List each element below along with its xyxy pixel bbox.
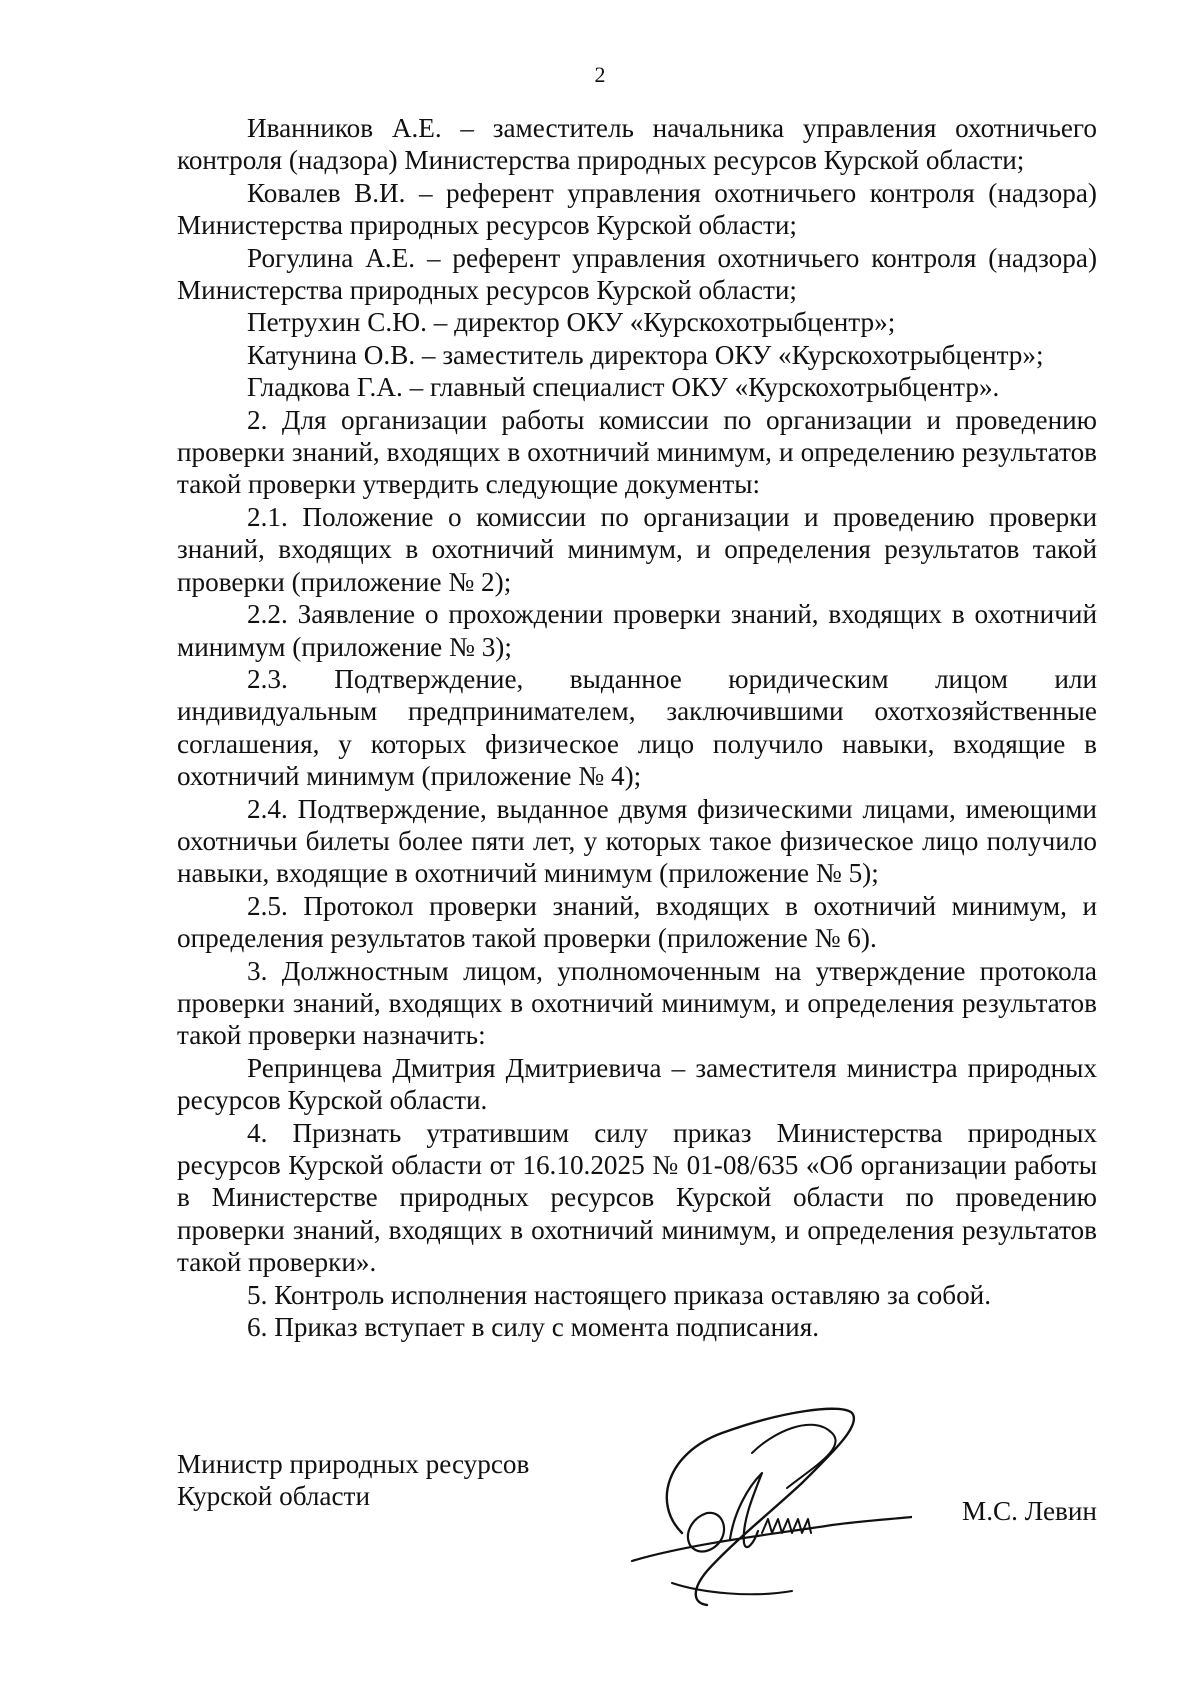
handwritten-signature — [612, 1393, 912, 1623]
paragraph-item-4: 4. Признать утратившим силу приказ Министерства природных ресурсов Курской области от 16.10.2025 № 01-08/635 «Об организации работы в Министерстве природных ресурсов Курской области по проведению проверки знаний, входящих в охотничий минимум, и определения результатов такой проверки». — [177, 1117, 1097, 1278]
paragraph-item-2-2: 2.2. Заявление о прохождении проверки знаний, входящих в охотничий минимум (приложение № 3); — [177, 599, 1097, 662]
paragraph-item-2-4: 2.4. Подтверждение, выданное двумя физическими лицами, имеющими охотничьи билеты более пяти лет, у которых такое физическое лицо получило навыки, входящие в охотничий минимум (приложение № 5); — [177, 793, 1097, 889]
paragraph-item-3: 3. Должностным лицом, уполномоченным на утверждение протокола проверки знаний, входящих в охотничий минимум, и определения результатов такой проверки назначить: — [177, 955, 1097, 1051]
paragraph-petrukhin: Петрухин С.Ю. – директор ОКУ «Курскохотрыбцентр»; — [247, 307, 896, 338]
paragraph-rogulina: Рогулина А.Е. – референт управления охотничьего контроля (надзора) Министерства природных ресурсов Курской области; — [177, 242, 1097, 306]
paragraph-gladkova: Гладкова Г.А. – главный специалист ОКУ «Курскохотрыбцентр». — [247, 372, 1000, 403]
document-body — [177, 112, 1097, 1343]
paragraph-item-2: 2. Для организации работы комиссии по организации и проведению проверки знаний, входящих в охотничий минимум, и определению результатов такой проверки утвердить следующие документы: — [177, 404, 1097, 500]
paragraph-reprintsev: Репринцева Дмитрия Дмитриевича – заместителя министра природных ресурсов Курской области. — [177, 1052, 1097, 1116]
signer-title-line-2: Курской области — [177, 1481, 370, 1512]
paragraph-item-2-3: 2.3. Подтверждение, выданное юридическим лицом или индивидуальным предпринимателем, заключившими охотхозяйственные соглашения, у которых физическое лицо получило навыки, входящие в охотничий минимум (приложение № 4); — [177, 663, 1097, 792]
signer-title — [177, 1448, 529, 1513]
signature-block — [177, 1448, 1097, 1618]
paragraph-katunina: Катунина О.В. – заместитель директора ОКУ «Курскохотрыбцентр»; — [247, 339, 1044, 370]
paragraph-item-2-1: 2.1. Положение о комиссии по организации и проведению проверки знаний, входящих в охотничий минимум, и определения результатов такой проверки (приложение № 2); — [177, 501, 1097, 597]
paragraph-item-6: 6. Приказ вступает в силу с момента подписания. — [247, 1312, 819, 1343]
signer-name: М.С. Левин — [962, 1496, 1097, 1526]
page-number: 2 — [594, 62, 606, 87]
paragraph-kovalev: Ковалев В.И. – референт управления охотничьего контроля (надзора) Министерства природных ресурсов Курской области; — [177, 177, 1097, 241]
signer-title-line-1: Министр природных ресурсов — [177, 1449, 530, 1479]
paragraph-item-2-5: 2.5. Протокол проверки знаний, входящих в охотничий минимум, и определения результатов такой проверки (приложение № 6). — [177, 890, 1097, 954]
paragraph-ivannikov: Иванников А.Е. – заместитель начальника управления охотничьего контроля (надзора) Министерства природных ресурсов Курской области; — [177, 113, 1097, 176]
paragraph-item-5: 5. Контроль исполнения настоящего приказа оставляю за собой. — [247, 1279, 992, 1310]
